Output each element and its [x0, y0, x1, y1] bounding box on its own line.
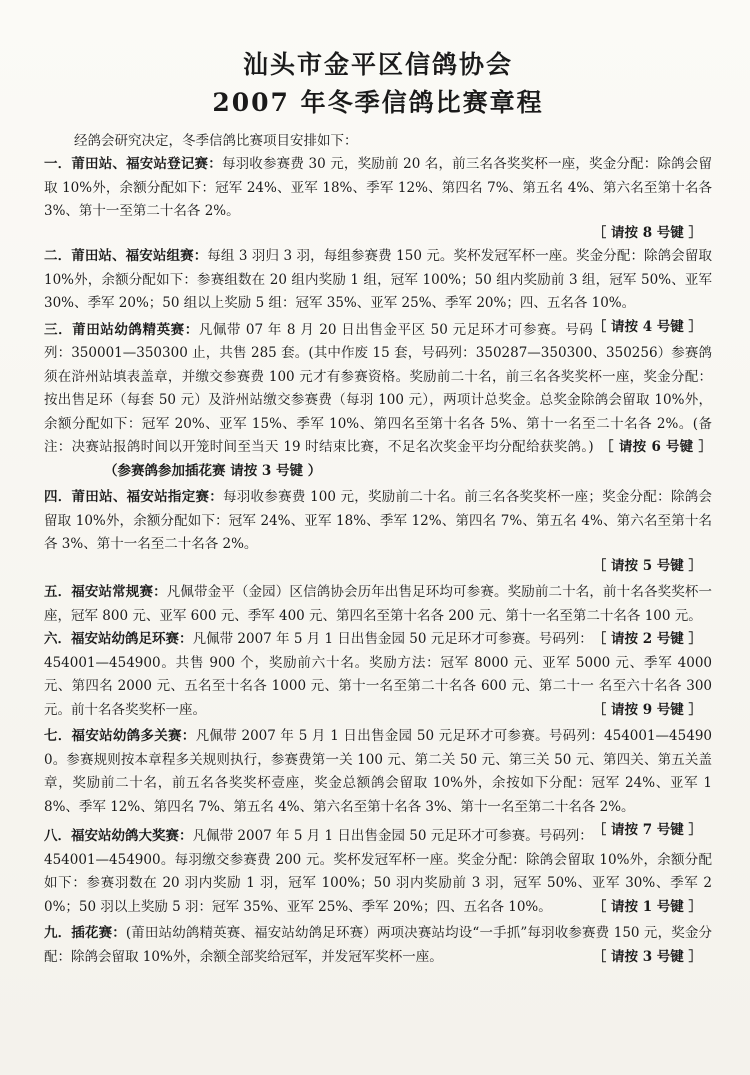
section-9-body: (莆田站幼鸽精英赛、福安站幼鸽足环赛）两项决赛站均设“一手抓”每羽收参赛费 150 元，奖金分配：除鸽会留取 10%外，余额全部奖给冠军，并发冠军奖杯一座。: [44, 925, 713, 965]
section-3-body: 凡佩带 07 年 8 月 20 日出售金平区 50 元足环才可参赛。号码列：350001—350300 止，共售 285 套。(其中作废 15 套，号码列：350287—350300、350256）参赛鸽须在浒州站填表盖章，并缴交参赛费 100 元才有参赛资格。奖励前二十名，前三名各奖奖杯一座，奖金分配：按出售足环（每套 50 元）及浒州站缴交参赛费（每羽 100 元），两项计总奖金。总奖金除鸽会留取 10%外，余额分配如下：冠军 20%、亚军 15%、季军 10%、第四名至第十名各 5%、第十一名至二十名各 2%。(备注：决赛站报鸽时间以开笼时间至当天 19 时结束比赛，不足名次奖金平均分配给获奖鸽。): [44, 321, 712, 455]
section-3-extra-note: （参赛鸽参加插花赛 请按 3 号键 ）: [104, 462, 322, 479]
section-3-heading: 三．莆田站幼鸽精英赛：: [44, 321, 199, 338]
section-5-body: 凡佩带金平（金园）区信鸽协会历年出售足环均可参赛。奖励前二十名，前十名各奖奖杯一座，冠军 800 元、亚军 600 元、季军 400 元、第四名至第十名各 200 元、第十一名至第二十名各 100 元。: [44, 584, 712, 624]
section-2-body: 每组 3 羽归 3 羽，每组参赛费 150 元。奖杯发冠军杯一座。奖金分配：除鸽会留取 10%外，余额分配如下：参赛组数在 20 组内奖励 1 组，冠军 100%；50 组内奖励前 3 组，冠军 50%、亚军 30%、季军 20%；50 组以上奖励 5 组：冠军 35%、亚军 25%、季军 20%；四、五名各 10%。: [44, 248, 712, 311]
section-7-body: 凡佩带 2007 年 5 月 1 日出售金园 50 元足环才可参赛。号码列：454001—454900。参赛规则按本章程多关规则执行，参赛费第一关 100 元、第二关 50 元、第三关 50 元、第四关、第五关盖章，奖励前二十名，前五名各奖奖杯壹座，奖金总额鸽会留取 10%外，余按如下分配：冠军 24%、亚军 18%、季军 12%、第四名 7%、第五名 4%、第六名至第十名各 3%、第十一名至第二十名各 2%。: [44, 728, 712, 815]
section-9: [44, 922, 712, 969]
section-8-heading: 八．福安站幼鸽大奖赛：: [44, 828, 193, 844]
section-6-body: 凡佩带 2007 年 5 月 1 日出售金园 50 元足环才可参赛。号码列：454001—454900。共售 900 个，奖励前六十名。奖励方法：冠军 8000 元、亚军 5000 元、季军 4000 元、第四名 2000 元、五名至十名各 1000 元、第十一名至第二十名各 600 元、第二十一 名至六十名各 300 元。前十名各奖奖杯一座。: [44, 631, 712, 718]
section-7-key: ［ 请按 7 号键 ］: [592, 822, 702, 838]
section-1: [44, 153, 712, 224]
section-1-heading: 一．莆田站、福安站登记赛：: [44, 156, 222, 172]
section-6-key: ［ 请按 9 号键 ］: [592, 701, 702, 718]
document-title-line1: 汕头市金平区信鸽协会: [242, 50, 513, 79]
section-1-key: ［ 请按 8 号键 ］: [592, 224, 702, 241]
document-title-line2: 2007 年冬季信鸽比赛章程: [212, 88, 544, 117]
section-4-body: 每羽收参赛费 100 元，奖励前二十名。前三名各奖奖杯一座；奖金分配：除鸽会留取 10%外，余额分配如下：冠军 24%、亚军 18%、季军 12%、第四名 7%、第五名 4%、第六名至第十名各 3%、第十一名至二十名各 2%。: [44, 489, 712, 552]
section-4-heading: 四．莆田站、福安站指定赛：: [44, 489, 223, 505]
section-3-key: ［ 请按 6 号键 ］: [599, 439, 712, 455]
intro-paragraph: 经鸽会研究决定，冬季信鸽比赛项目安排如下：: [74, 133, 358, 149]
section-8-body: 凡佩带 2007 年 5 月 1 日出售金园 50 元足环才可参赛。号码列：454001—454900。每羽缴交参赛费 200 元。奖杯发冠军杯一座。奖金分配：除鸽会留取 10%外，余额分配如下：参赛羽数在 20 羽内奖励 1 羽，冠军 100%；50 羽内奖励前 3 羽，冠军 50%、亚军 30%、季军 20%；50 羽以上奖励 5 羽：冠军 35%、亚军 25%、季军 20%；四、五名各 10%。: [44, 828, 712, 915]
section-8-key: ［ 请按 1 号键 ］: [592, 898, 702, 915]
section-4-key: ［ 请按 5 号键 ］: [592, 557, 702, 574]
section-2-heading: 二．莆田站、福安站组赛：: [44, 248, 208, 264]
section-1-body: 每羽收参赛费 30 元，奖励前 20 名，前三名各奖奖杯一座，奖金分配：除鸽会留取 10%外，余额分配如下：冠军 24%、亚军 18%、季军 12%、第四名 7%、第五名 4%、第六名至第十名各 3%、第十一至第二十名各 2%。: [44, 156, 712, 219]
section-7-heading: 七．福安站幼鸽多关赛：: [44, 728, 196, 744]
section-6-heading: 六．福安站幼鸽足环赛：: [44, 631, 193, 647]
section-9-heading: 九．插花赛：: [44, 925, 126, 941]
section-2-key: ［ 请按 4 号键 ］: [592, 318, 702, 335]
section-5-heading: 五．福安站常规赛：: [44, 584, 167, 600]
section-4: [44, 486, 712, 557]
section-9-key: ［ 请按 3 号键 ］: [592, 948, 702, 965]
section-5-key: ［ 请按 2 号键 ］: [592, 631, 702, 647]
section-3: [44, 319, 712, 484]
